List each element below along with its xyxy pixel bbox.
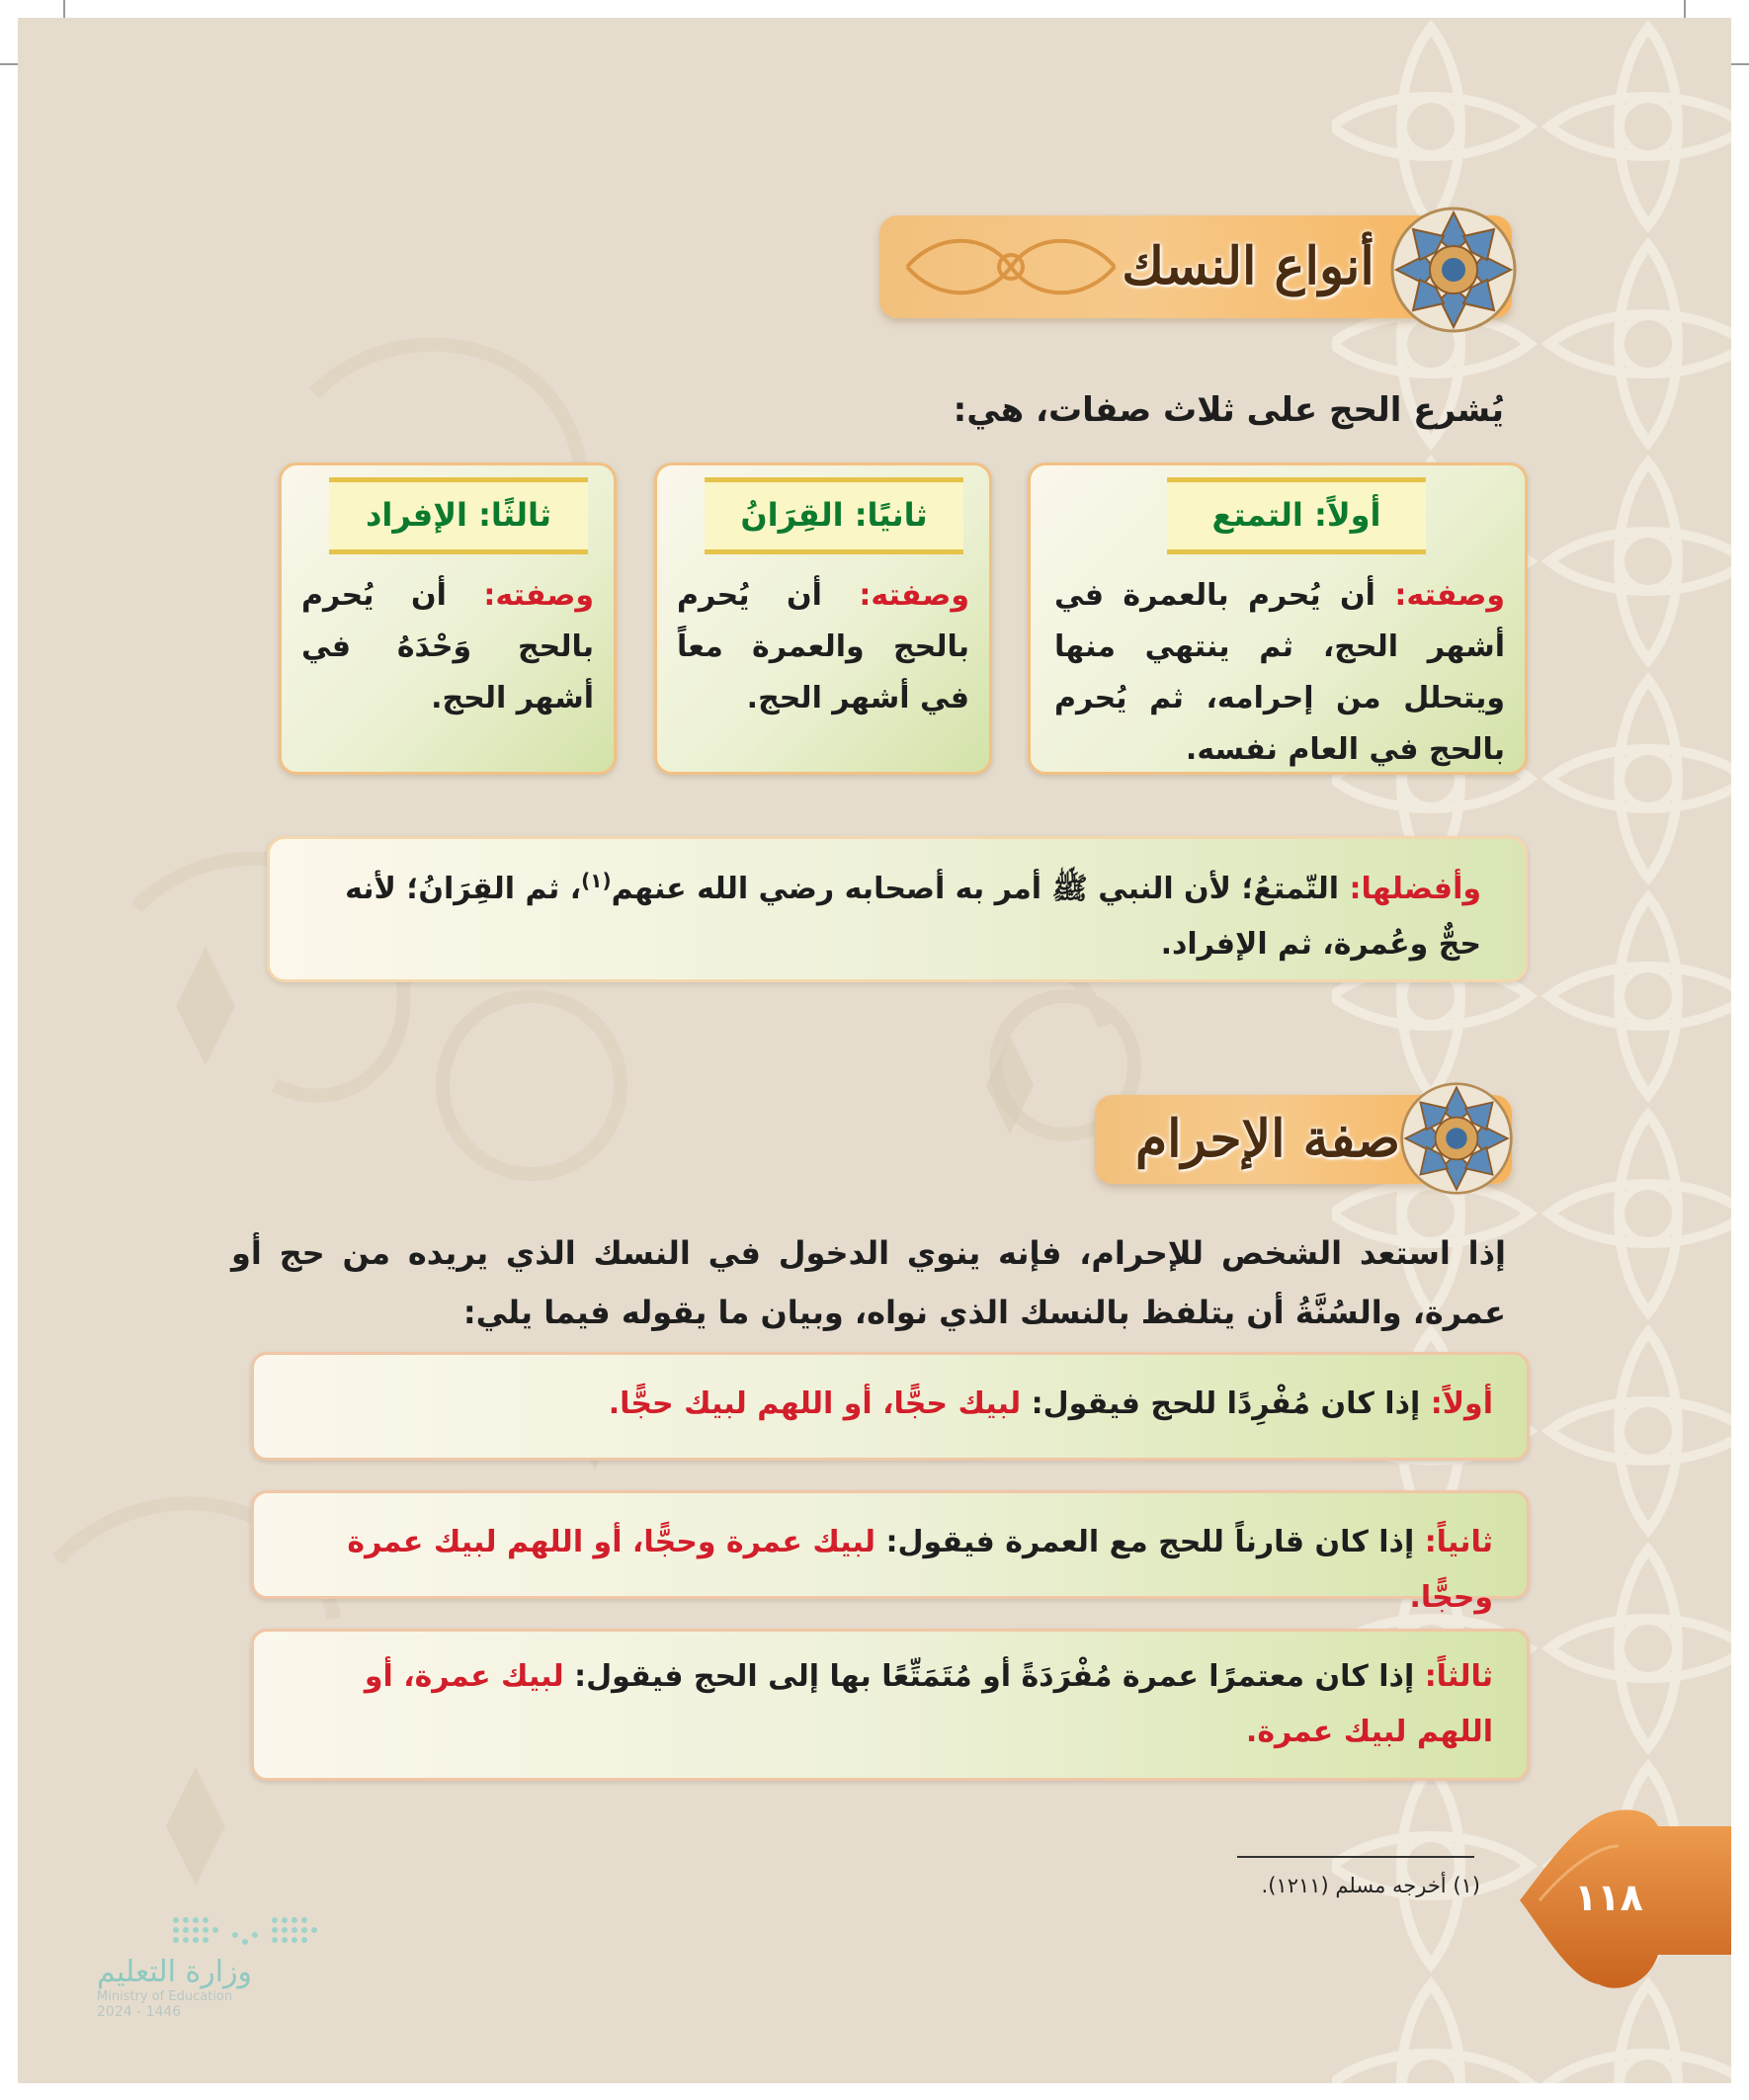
card-heading: ثانيًا: القِرَانُ	[705, 477, 963, 554]
footnote: (١) أخرجه مسلم (١٢١١).	[1261, 1874, 1480, 1897]
rosette-medallion-icon	[1389, 206, 1518, 334]
item-label: ثانياً:	[1424, 1525, 1493, 1559]
talbiya-text: لبيك عمرة، أو اللهم لبيك عمرة.	[364, 1659, 1493, 1749]
page-number: ١١٨	[1574, 1876, 1643, 1919]
item-text: إذا كان مُفْرِدًا للحج فيقول:	[1021, 1386, 1431, 1421]
ministry-name-english: Ministry of Education	[97, 1989, 233, 2004]
item-label: ثالثاً:	[1424, 1659, 1493, 1694]
ministry-logo-icon	[166, 1900, 324, 1960]
section-intro-paragraph: إذا استعد الشخص للإحرام، فإنه ينوي الدخول في النسك الذي يريده من حج أو عمرة، والسُنَّةُ أن يتلفظ بالنسك الذي نواه، وبيان ما يقوله فيما يلي:	[231, 1234, 1506, 1331]
talbiya-line	[347, 1649, 1493, 1760]
section-intro: يُشرع الحج على ثلاث صفات، هي:	[953, 390, 1504, 430]
card-description	[301, 570, 594, 724]
talbiya-text: لبيك عمرة وحجًّا، أو اللهم لبيك عمرة وحجًّا.	[347, 1525, 1493, 1615]
footnote-ref: (١)	[581, 869, 612, 892]
banner-ornament-icon	[897, 227, 1124, 306]
hajj-type-card-ifrad	[279, 462, 617, 775]
description-text: أن يُحرم بالحج وَحْدَهُ في أشهر الحج.	[301, 578, 594, 715]
note-text-continued: ، ثم القِرَانُ؛ لأنه حجٌّ وعُمرة، ثم الإفراد.	[345, 872, 1481, 962]
hajj-type-card-tamattu	[1028, 462, 1528, 775]
talbiya-strip-qiran	[251, 1490, 1530, 1615]
card-heading: أولاً: التمتع	[1167, 477, 1426, 554]
textbook-page	[18, 18, 1731, 2083]
rosette-medallion-icon	[1399, 1081, 1514, 1196]
section-title: أنواع النسك	[1122, 236, 1374, 296]
talbiya-strip-ifrad	[251, 1352, 1530, 1461]
description-text: أن يُحرم بالحج والعمرة معاً في أشهر الحج.	[677, 578, 969, 715]
crop-mark	[63, 0, 65, 18]
footnote-separator	[1237, 1856, 1474, 1858]
talbiya-text: لبيك حجًّا، أو اللهم لبيك حجًّا.	[608, 1386, 1022, 1421]
description-label: وصفته:	[859, 578, 969, 613]
talbiya-strip-umrah	[251, 1629, 1530, 1781]
crop-mark	[1684, 0, 1686, 18]
hajj-type-card-qiran	[654, 462, 992, 775]
item-label: أولاً:	[1430, 1386, 1493, 1421]
ministry-branding	[97, 1955, 294, 2020]
card-heading: ثالثًا: الإفراد	[329, 477, 588, 554]
item-text: إذا كان قارناً للحج مع العمرة فيقول:	[875, 1525, 1425, 1559]
section-title: صفة الإحرام	[1134, 1109, 1401, 1169]
preference-note	[315, 853, 1481, 972]
edition-year: 2024 - 1446	[97, 2004, 182, 2020]
ministry-name-arabic: وزارة التعليم	[97, 1955, 253, 1989]
talbiya-line	[288, 1377, 1493, 1432]
item-text: إذا كان معتمرًا عمرة مُفْرَدَةً أو مُتَمَتِّعًا بها إلى الحج فيقول:	[563, 1659, 1425, 1694]
description-label: وصفته:	[1394, 578, 1505, 613]
description-label: وصفته:	[483, 578, 594, 613]
card-description	[1054, 570, 1505, 776]
card-description	[677, 570, 969, 724]
note-text: التّمتعُ؛ لأن النبي ﷺ أمر به أصحابه رضي الله عنهم	[611, 872, 1350, 906]
note-label: وأفضلها:	[1349, 872, 1481, 906]
preference-note-box	[267, 836, 1528, 982]
talbiya-line	[288, 1515, 1493, 1626]
description-text: أن يُحرم بالعمرة في أشهر الحج، ثم ينتهي منها ويتحلل من إحرامه، ثم يُحرم بالحج في العام نفسه.	[1054, 578, 1505, 767]
